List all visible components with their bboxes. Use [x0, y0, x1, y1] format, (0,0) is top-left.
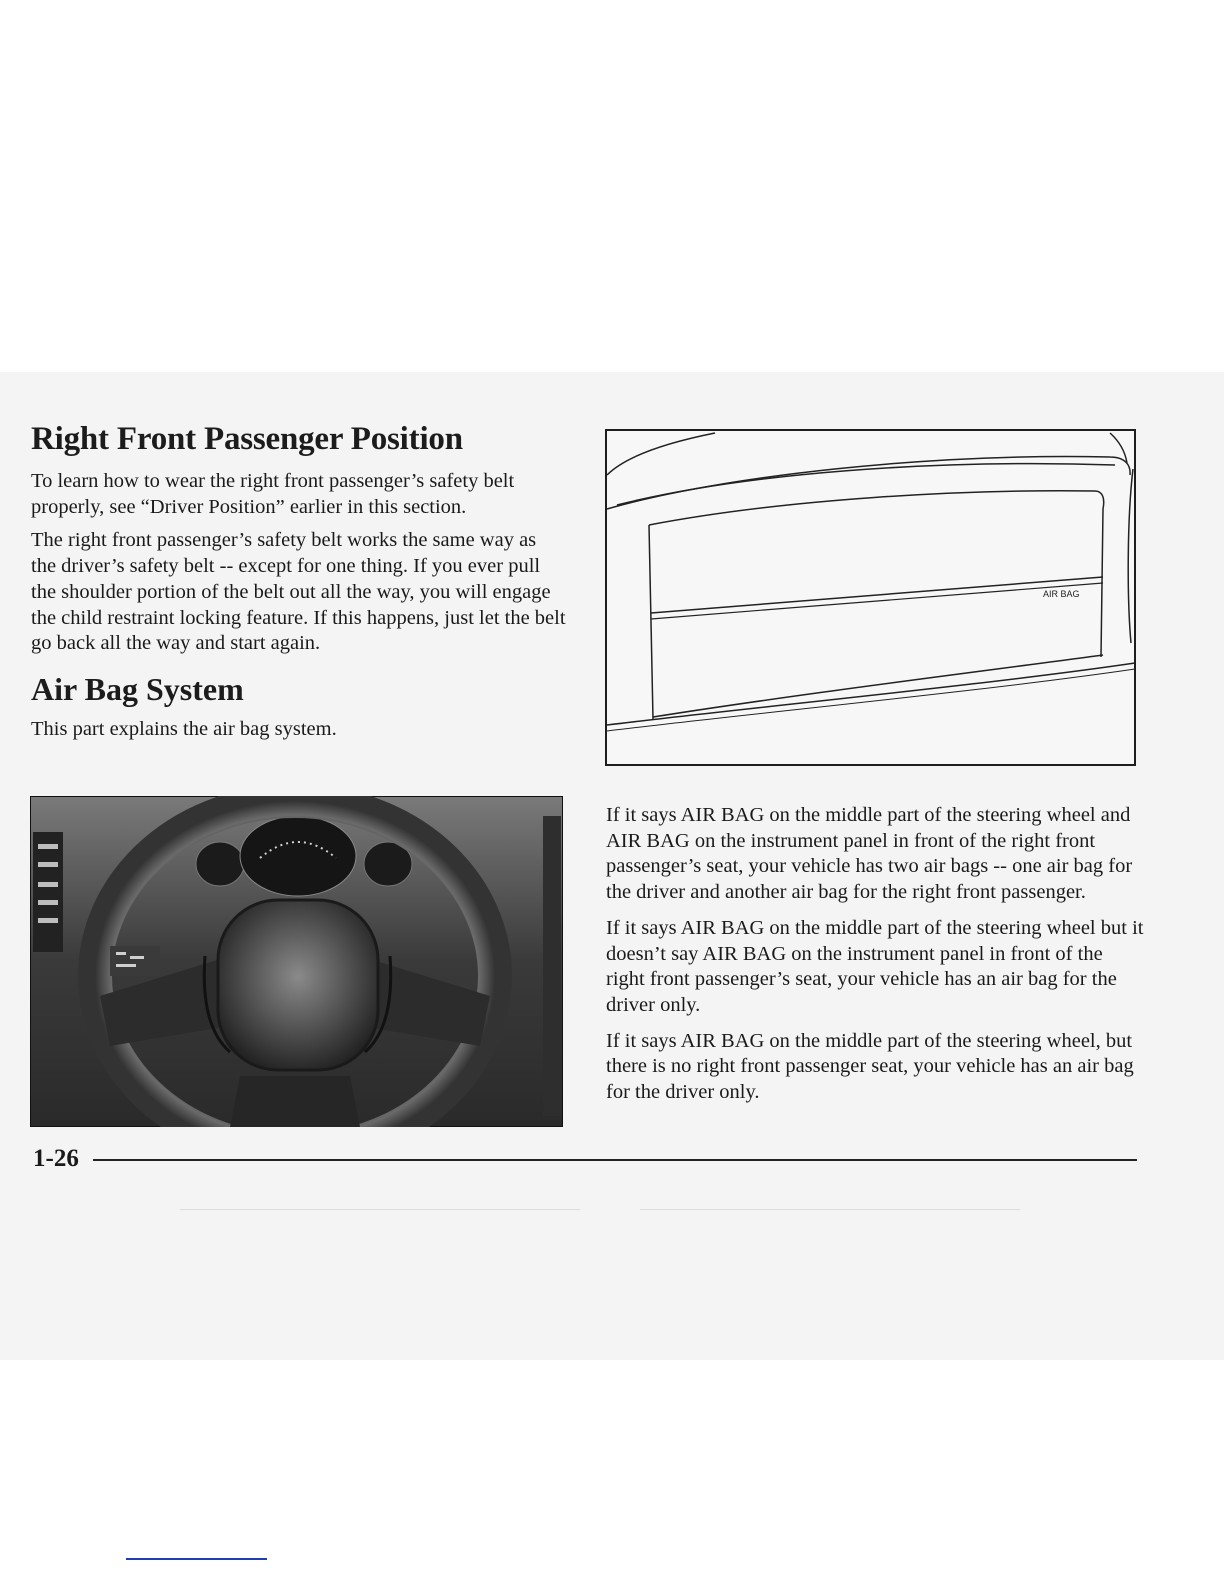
instrument-panel-illustration — [605, 429, 1136, 766]
paragraph-learn-belt: To learn how to wear the right front passenger’s safety belt properly, see “Driver Position” earlier in this section. — [31, 470, 515, 518]
paragraph-air-bag-intro: This part explains the air bag system. — [31, 717, 337, 740]
right-column — [606, 803, 1146, 1116]
page-footer — [33, 1144, 1137, 1174]
faint-line-left — [180, 1209, 580, 1210]
section-heading-right-front-passenger: Right Front Passenger Position — [31, 421, 463, 457]
paragraph-belt-works: The right front passenger’s safety belt works the same way as the driver’s safety belt -- except for one thing. If you ever pull the shoulder portion of the belt out all the way, you will engage the child restraint locking feature. If this happens, just let the belt go back all the way and start again. — [31, 529, 566, 655]
left-column — [31, 418, 566, 743]
air-bag-label: AIR BAG — [1043, 589, 1080, 599]
page-number: 1-26 — [33, 1145, 79, 1172]
paragraph-driver-only-2: If it says AIR BAG on the middle part of the steering wheel, but there is no right front passenger seat, your vehicle has an air bag for the driver only. — [606, 1029, 1134, 1104]
section-heading-air-bag-system: Air Bag System — [31, 670, 244, 707]
steering-wheel-photo — [30, 796, 563, 1127]
bottom-link-stub — [126, 1558, 267, 1560]
faint-line-right — [640, 1209, 1020, 1210]
footer-rule — [93, 1159, 1137, 1161]
paragraph-two-air-bags: If it says AIR BAG on the middle part of the steering wheel and AIR BAG on the instrument panel in front of the right front passenger’s seat, your vehicle has two air bags -- one air bag for the driver and another air bag for the right front passenger. — [606, 804, 1133, 904]
paragraph-driver-only-1: If it says AIR BAG on the middle part of the steering wheel but it doesn’t say AIR BAG on the instrument panel in front of the right front passenger’s seat, your vehicle has an air bag for the driver only. — [606, 916, 1144, 1016]
